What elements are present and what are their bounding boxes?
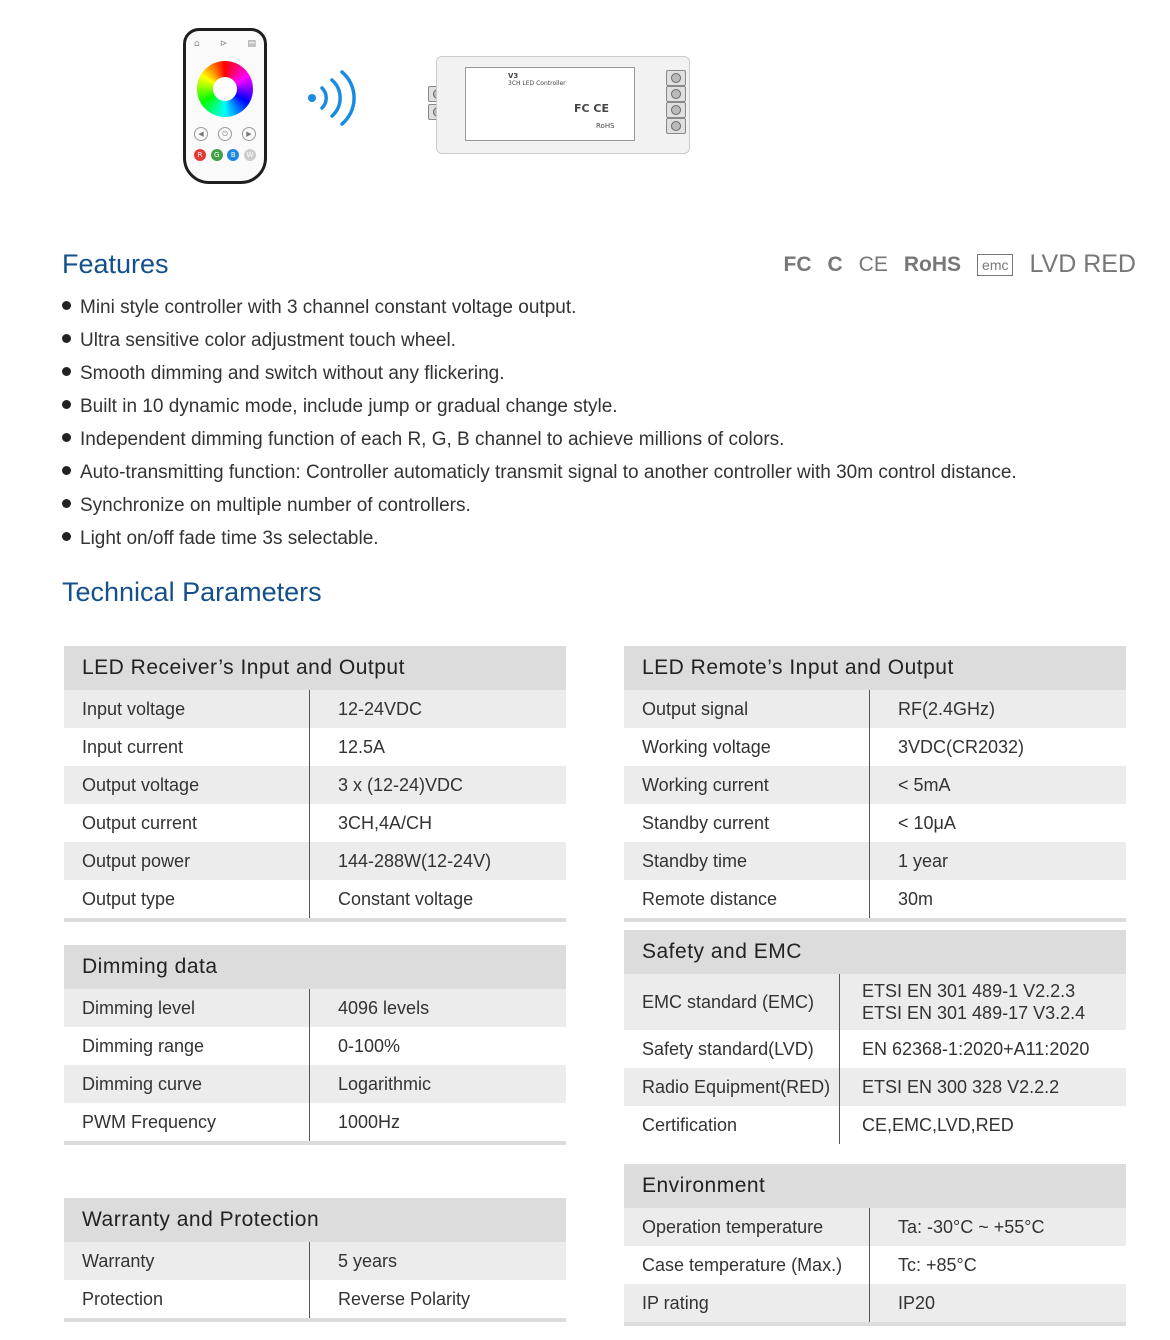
param-name: Certification: [624, 1106, 840, 1144]
param-name: Output type: [64, 880, 310, 918]
controller-label: [465, 67, 635, 141]
param-name: Dimming curve: [64, 1065, 310, 1103]
table-row: [624, 766, 1126, 804]
left-arrow-icon: ◀: [194, 127, 208, 141]
controller-body: [436, 56, 690, 154]
table-row: [624, 880, 1126, 918]
table-row: [624, 1068, 1126, 1106]
list-item: [62, 361, 1152, 394]
receiver-table: [64, 646, 566, 922]
table-header: Safety and EMC: [624, 930, 1126, 974]
remote-color-buttons: [194, 149, 256, 161]
output-terminal: [666, 118, 686, 134]
list-item: [62, 526, 1152, 559]
param-name: Output current: [64, 804, 310, 842]
bullet-icon: [62, 334, 71, 343]
table-row: [64, 1065, 566, 1103]
param-name: IP rating: [624, 1284, 870, 1322]
red-button: R: [194, 149, 206, 161]
param-name: Input voltage: [64, 690, 310, 728]
param-name: Dimming range: [64, 1027, 310, 1065]
table-row: [64, 1242, 566, 1280]
param-value-line: ETSI EN 301 489-17 V3.2.4: [862, 1003, 1086, 1023]
feature-text: Smooth dimming and switch without any flickering.: [80, 363, 505, 384]
remote-control-buttons: [194, 127, 256, 141]
blue-button: B: [227, 149, 239, 161]
table-row: [64, 728, 566, 766]
param-value: Reverse Polarity: [338, 1288, 471, 1309]
param-value: 144-288W(12-24V): [338, 850, 492, 871]
feature-text: Ultra sensitive color adjustment touch wheel.: [80, 330, 456, 351]
param-value: 0-100%: [338, 1035, 401, 1056]
param-value: Tc: +85°C: [898, 1254, 977, 1275]
list-item: [62, 394, 1152, 427]
param-value: Logarithmic: [338, 1073, 432, 1094]
certification-logos: [784, 250, 1137, 279]
param-name: EMC standard (EMC): [624, 974, 840, 1030]
param-name: Standby time: [624, 842, 870, 880]
param-value: 1000Hz: [338, 1111, 401, 1132]
param-name: Case temperature (Max.): [624, 1246, 870, 1284]
features-title: Features: [62, 249, 169, 279]
remote-table: [624, 646, 1126, 922]
param-name: Dimming level: [64, 989, 310, 1027]
param-value: 5 years: [338, 1250, 398, 1271]
table-bottom-rule: [624, 1322, 1126, 1326]
wireless-signal-icon: [304, 68, 358, 128]
table-body: [64, 1242, 566, 1318]
table-row: [64, 1280, 566, 1318]
led-controller-image: [428, 52, 718, 156]
feature-text: Independent dimming function of each R, G, B channel to achieve millions of colors.: [80, 429, 785, 450]
model-text: V3: [508, 72, 519, 80]
color-wheel: [197, 61, 253, 117]
green-button: G: [211, 149, 223, 161]
table-body: [64, 989, 566, 1141]
table-row: [64, 690, 566, 728]
home-icon: ⌂: [194, 39, 200, 49]
table-row: [624, 842, 1126, 880]
warranty-table: [64, 1198, 566, 1322]
param-name: Standby current: [624, 804, 870, 842]
safety-table: [624, 930, 1126, 1144]
param-name: Safety standard(LVD): [624, 1030, 840, 1068]
bullet-icon: [62, 400, 71, 409]
power-icon: ⏻: [218, 127, 232, 141]
play-icon: ⊳: [219, 39, 228, 49]
param-name: Output power: [64, 842, 310, 880]
list-item: [62, 295, 1152, 328]
list-item: [62, 460, 1152, 493]
table-body: [624, 974, 1126, 1144]
fc-ce-mark: FC CE: [574, 102, 610, 115]
table-body: [624, 690, 1126, 918]
rohs-mark: RoHS: [596, 122, 615, 130]
bullet-icon: [62, 466, 71, 475]
feature-text: Built in 10 dynamic mode, include jump or gradual change style.: [80, 396, 618, 417]
table-row: [624, 1208, 1126, 1246]
menu-icon: ▤: [247, 39, 256, 49]
param-value: ETSI EN 300 328 V2.2.2: [862, 1076, 1060, 1097]
param-value: CE,EMC,LVD,RED: [862, 1114, 1014, 1135]
param-value: [840, 974, 1085, 1030]
param-value: 12.5A: [338, 736, 386, 757]
output-terminal: [666, 70, 686, 86]
param-name: Working voltage: [624, 728, 870, 766]
param-name: Output signal: [624, 690, 870, 728]
table-row: [624, 1106, 1126, 1144]
table-body: [624, 1208, 1126, 1322]
param-name: PWM Frequency: [64, 1103, 310, 1141]
param-name: Protection: [64, 1280, 310, 1318]
table-bottom-rule: [624, 918, 1126, 922]
table-row: [64, 880, 566, 918]
controller-name-text: 3CH LED Controller: [508, 80, 566, 87]
table-bottom-rule: [64, 1318, 566, 1322]
feature-text: Mini style controller with 3 channel constant voltage output.: [80, 297, 577, 318]
param-name: Input current: [64, 728, 310, 766]
output-terminal: [666, 102, 686, 118]
bullet-icon: [62, 499, 71, 508]
output-terminal: [666, 86, 686, 102]
param-value: 3 x (12-24)VDC: [338, 774, 464, 795]
table-row: [624, 1246, 1126, 1284]
list-item: [62, 493, 1152, 526]
table-row: [64, 804, 566, 842]
ce-logo: CE: [858, 252, 888, 276]
param-value: < 5mA: [898, 774, 951, 795]
table-row: [64, 766, 566, 804]
table-row: [624, 1284, 1126, 1322]
table-row: [624, 690, 1126, 728]
lvd-red-logo: LVD RED: [1029, 250, 1136, 278]
table-header: LED Receiver’s Input and Output: [64, 646, 566, 690]
bullet-icon: [62, 532, 71, 541]
param-value: < 10μA: [898, 812, 956, 833]
technical-parameters-title: Technical Parameters: [62, 577, 322, 607]
table-row: [64, 1103, 566, 1141]
param-value: 1 year: [898, 850, 949, 871]
bullet-icon: [62, 301, 71, 310]
table-row: [64, 1027, 566, 1065]
param-value: 3VDC(CR2032): [898, 736, 1025, 757]
param-value: 30m: [898, 888, 934, 909]
table-row: [624, 1030, 1126, 1068]
param-name: Operation temperature: [624, 1208, 870, 1246]
table-header: Dimming data: [64, 945, 566, 989]
bullet-icon: [62, 367, 71, 376]
remote-control-image: [183, 28, 267, 184]
feature-text: Auto-transmitting function: Controller automaticly transmit signal to another controller with 30m control distance.: [80, 462, 1017, 483]
feature-text: Light on/off fade time 3s selectable.: [80, 528, 379, 549]
param-value: RF(2.4GHz): [898, 698, 996, 719]
table-bottom-rule: [64, 1141, 566, 1145]
table-header: Warranty and Protection: [64, 1198, 566, 1242]
table-header: LED Remote’s Input and Output: [624, 646, 1126, 690]
rohs-logo: RoHS: [903, 252, 962, 276]
table-header: Environment: [624, 1164, 1126, 1208]
param-value: Constant voltage: [338, 888, 474, 909]
param-name: Warranty: [64, 1242, 310, 1280]
remote-top-buttons: [194, 39, 256, 49]
table-row: [64, 989, 566, 1027]
features-list: [62, 295, 1152, 559]
c-logo: C: [827, 252, 843, 276]
table-bottom-rule: [64, 918, 566, 922]
param-value: 3CH,4A/CH: [338, 812, 433, 833]
param-name: Radio Equipment(RED): [624, 1068, 840, 1106]
param-value: IP20: [898, 1292, 936, 1313]
dimming-table: [64, 945, 566, 1145]
param-name: Remote distance: [624, 880, 870, 918]
list-item: [62, 328, 1152, 361]
param-value: Ta: -30°C ~ +55°C: [898, 1216, 1045, 1237]
emc-logo: emc: [977, 254, 1013, 276]
white-button: W: [244, 149, 256, 161]
environment-table: [624, 1164, 1126, 1326]
param-value: 4096 levels: [338, 997, 430, 1018]
list-item: [62, 427, 1152, 460]
feature-text: Synchronize on multiple number of controllers.: [80, 495, 471, 516]
param-value-line: ETSI EN 301 489-1 V2.2.3: [862, 981, 1076, 1001]
table-body: [64, 690, 566, 918]
param-value: EN 62368-1:2020+A11:2020: [862, 1038, 1090, 1059]
fcc-logo: FC: [783, 252, 812, 276]
table-row: [624, 804, 1126, 842]
bullet-icon: [62, 433, 71, 442]
table-row: [624, 974, 1126, 1030]
table-row: [64, 842, 566, 880]
param-name: Output voltage: [64, 766, 310, 804]
table-row: [624, 728, 1126, 766]
param-name: Working current: [624, 766, 870, 804]
right-arrow-icon: ▶: [242, 127, 256, 141]
param-value: 12-24VDC: [338, 698, 423, 719]
